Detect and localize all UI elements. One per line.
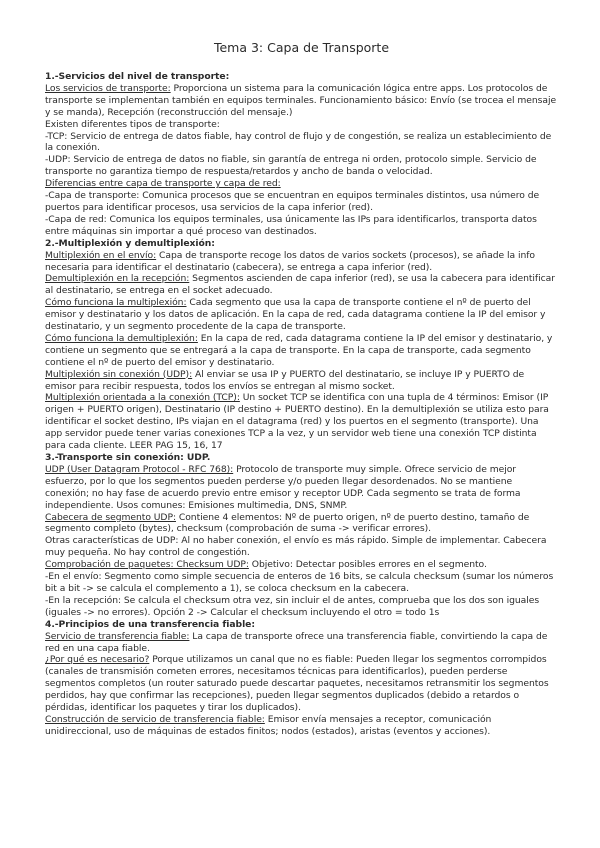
paragraph: [45, 559, 558, 571]
paragraph-text: Emisor envía mensajes a receptor, comunicación unidireccional, uso de máquinas de estados finitos; nodos (estados), aristas (eventos y acciones).: [45, 713, 492, 737]
section-heading-1: 1.-Servicios del nivel de transporte:: [45, 71, 230, 82]
paragraph: [45, 369, 558, 393]
paragraph-text: Segmentos ascienden de capa inferior (red), se usa la cabecera para identificar al destinatario, se entrega en el socket adecuado.: [45, 273, 555, 297]
document-body: [45, 71, 558, 738]
term-label: Los servicios de transporte:: [45, 82, 171, 94]
term-label: Diferencias entre capa de transporte y capa de red:: [45, 178, 281, 190]
section-heading-3: 3.-Transporte sin conexión: UDP.: [45, 452, 211, 463]
term-label: Cabecera de segmento UDP:: [45, 511, 176, 523]
term-label: Multiplexión sin conexión (UDP):: [45, 368, 193, 380]
paragraph: [45, 250, 558, 274]
page-title: Tema 3: Capa de Transporte: [213, 40, 390, 55]
paragraph: Existen diferentes tipos de transporte:: [45, 118, 220, 130]
paragraph: -Capa de transporte: Comunica procesos que se encuentran en equipos terminales distintos, usa número de puertos para identificar procesos, usa servicios de la capa inferior (red).: [45, 190, 540, 213]
paragraph: -UDP: Servicio de entrega de datos no fiable, sin garantía de entrega ni orden, protocolo simple. Servicio de transporte no garantiza tiempo de respuesta/retardos y ancho de banda o velocidad.: [45, 154, 537, 178]
section-heading-4: 4.-Principios de una transferencia fiable:: [45, 618, 255, 630]
paragraph: [45, 273, 558, 297]
paragraph: [45, 333, 558, 369]
paragraph: [45, 654, 558, 714]
term-label: Construcción de servicio de transferencia fiable:: [45, 713, 265, 725]
term-label: Demultiplexión en la recepción:: [45, 273, 190, 285]
paragraph-text: Porque utilizamos un canal que no es fiable: Pueden llegar los segmentos corrompidos (canales de transmisión cometen errores, necesitamos técnicas para identificarlos), pueden perderse segmentos completos (un router saturado puede descartar paquetes, necesitamos retransmitir los segmentos perdidos, hay que confirmar las recepciones), pueden llegar segmentos duplicados (debido a retardos o pérdidas, identificar los paquetes y tirar los duplicados).: [45, 654, 549, 714]
term-label: UDP (User Datagram Protocol - RFC 768):: [45, 463, 234, 475]
paragraph-text: Al enviar se usa IP y PUERTO del destinatario, se incluye IP y PUERTO de emisor para recibir respuesta, todos los envíos se entregan al mismo socket.: [45, 368, 525, 392]
paragraph-text: Un socket TCP se identifica con una tupla de 4 términos: Emisor (IP origen + PUERTO origen), Destinatario (IP destino + PUERTO destino). En la demultiplexión se utiliza esto para identificar el socket destino, IPs viajan en el datagrama (red) y los puertos en el segmento (transporte). Una app servidor puede tener varias conexiones TCP a la vez, y un servidor web tiene una conexión TCP distinta para cada cliente. LEER PAG 15, 16, 17: [45, 392, 549, 452]
paragraph-text: Capa de transporte recoge los datos de varios sockets (procesos), se añade la info necesaria para identificar el destinatario (cabecera), se entrega a capa inferior (red).: [45, 249, 536, 273]
paragraph: [45, 297, 558, 333]
term-label: Comprobación de paquetes: Checksum UDP:: [45, 559, 249, 571]
term-label: ¿Por qué es necesario?: [45, 654, 150, 666]
paragraph: [45, 512, 558, 536]
paragraph-text: Contiene 4 elementos: Nº de puerto origen, nº de puerto destino, tamaño de segmento completo (bytes), checksum (comprobación de suma -> verificar errores).: [45, 511, 530, 535]
paragraph: -Capa de red: Comunica los equipos terminales, usa únicamente las IPs para identificarlos, transporta datos entre máquinas sin importar a qué proceso van destinados.: [45, 213, 537, 237]
paragraph: Otras características de UDP: Al no haber conexión, el envío es más rápido. Simple de implementar. Cabecera muy pequeña. No hay control de congestión.: [45, 535, 547, 559]
section-heading-2: 2.-Multiplexión y demultiplexión:: [45, 237, 215, 249]
paragraph-text: Objetivo: Detectar posibles errores en el segmento.: [248, 559, 487, 571]
paragraph-text: La capa de transporte ofrece una transferencia fiable, convirtiendo la capa de red en una capa fiable.: [45, 630, 548, 654]
paragraph: [45, 178, 558, 190]
paragraph: [45, 83, 558, 119]
term-label: Multiplexión orientada a la conexión (TCP):: [45, 392, 240, 404]
paragraph: [45, 392, 558, 452]
paragraph-text: Cada segmento que usa la capa de transporte contiene el nº de puerto del emisor y destinatario y los datos de aplicación. En la capa de red, cada datagrama contiene la IP del emisor y destinatario, y un segmento procedente de la capa de transporte.: [45, 297, 546, 333]
paragraph: -En la recepción: Se calcula el checksum otra vez, sin incluir el de antes, comprueba que los dos son iguales (iguales -> no errores). Opción 2 -> Calcular el checksum incluyendo el otro = todo 1s: [45, 594, 540, 618]
term-label: Servicio de transferencia fiable:: [45, 630, 190, 642]
paragraph: -TCP: Servicio de entrega de datos fiable, hay control de flujo y de congestión, se realiza un establecimiento de la conexión.: [45, 130, 552, 154]
term-label: Cómo funciona la demultiplexión:: [45, 332, 198, 344]
paragraph-text: En la capa de red, cada datagrama contiene la IP del emisor y destinatario, y contiene un segmento que se entregará a la capa de transporte. En la capa de transporte, cada segmento contiene el nº de puerto del emisor y destinatario.: [45, 332, 553, 368]
paragraph: [45, 464, 558, 512]
paragraph: -En el envío: Segmento como simple secuencia de enteros de 16 bits, se calcula checksum (sumar los números bit a bit -> se calcula el complemento a 1), se coloca checksum en la cabecera.: [45, 571, 554, 594]
paragraph-text: Protocolo de transporte muy simple. Ofrece servicio de mejor esfuerzo, por lo que los segmentos pueden perderse y/o pueden llegar desordenados. No se mantiene conexión; no hay fase de acuerdo previo entre emisor y receptor UDP. Cada segmento se trata de forma independiente. Usos comunes: Emisiones multimedia, DNS, SNMP.: [45, 463, 521, 511]
term-label: Multiplexión en el envío:: [45, 249, 157, 261]
term-label: Cómo funciona la multiplexión:: [45, 297, 187, 309]
paragraph: [45, 714, 558, 738]
paragraph: [45, 631, 558, 655]
paragraph-text: Proporciona un sistema para la comunicación lógica entre apps. Los protocolos de transporte se implementan también en equipos terminales. Funcionamiento básico: Envío (se trocea el mensaje y se manda), Recepción (reconstrucción del mensaje.): [45, 82, 557, 118]
